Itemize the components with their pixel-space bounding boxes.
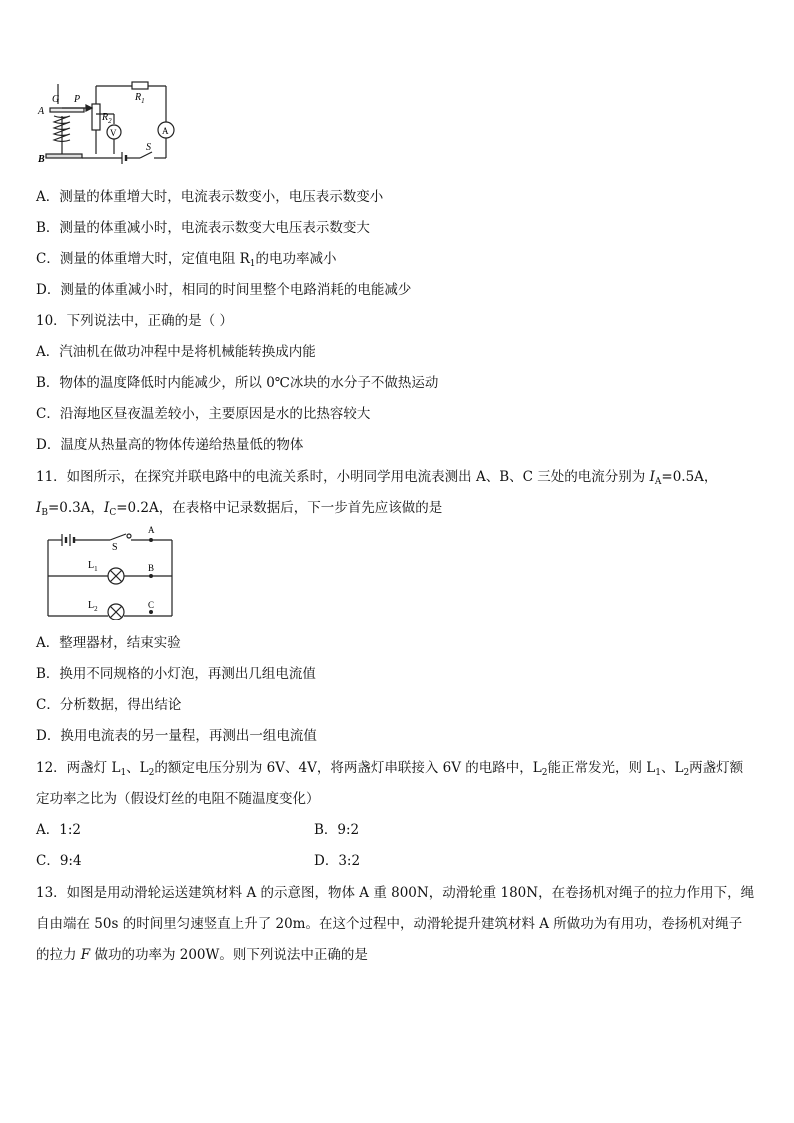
q10-option-c: C．沿海地区昼夜温差较小，主要原因是水的比热容较大 bbox=[36, 406, 371, 422]
q10-option-a: A．汽油机在做功冲程中是将机械能转换成内能 bbox=[36, 344, 316, 360]
q11-option-a: A．整理器材，结束实验 bbox=[36, 635, 181, 651]
q11-option-d: D．换用电流表的另一量程，再测出一组电流值 bbox=[36, 728, 317, 744]
fig2-label-s: S bbox=[112, 542, 118, 553]
q10-stem: 10．下列说法中，正确的是（ ） bbox=[36, 313, 233, 329]
fig1-label-r1: $R_1$ bbox=[135, 92, 145, 105]
q12-option-b: B．9:2 bbox=[314, 822, 360, 838]
q12-option-c: C．9:4 bbox=[36, 853, 82, 869]
fig1-label-g: G bbox=[52, 94, 60, 105]
q13-stem-line2: 自由端在 50s 的时间里匀速竖直上升了 20m。在这个过程中，动滑轮提升建筑材料 A 所做功为有用功，卷扬机对绳子 bbox=[36, 916, 743, 932]
fig2-label-a: A bbox=[148, 525, 155, 535]
q12-option-a: A．1:2 bbox=[36, 822, 81, 838]
fig1-label-a: A bbox=[38, 106, 45, 117]
fig2-label-l1: $L_1$ bbox=[88, 560, 98, 573]
fig2-label-b: B bbox=[148, 563, 155, 573]
q10-option-b: B．物体的温度降低时内能减少，所以 0℃冰块的水分子不做热运动 bbox=[36, 375, 439, 391]
q9-option-a: A．测量的体重增大时，电流表示数变小，电压表示数变小 bbox=[36, 189, 384, 205]
q12-stem-line1: 12．两盏灯 $L_1$、$L_2$的额定电压分别为 6V、4V，将两盏灯串联接入 6V 的电路中，$L_2$能正常发光，则 $L_1$、$L_2$两盏灯额 bbox=[36, 760, 744, 778]
q9-option-c: C．测量的体重增大时，定值电阻 $R_1$的电功率减小 bbox=[36, 251, 337, 269]
fig1-ammeter-label: A bbox=[162, 126, 169, 136]
q12-option-d: D．3:2 bbox=[314, 853, 361, 869]
q9-option-d: D．测量的体重减小时，相同的时间里整个电路消耗的电能减少 bbox=[36, 282, 412, 298]
q9-option-b: B．测量的体重减小时，电流表示数变大电压表示数变大 bbox=[36, 220, 370, 236]
fig1-label-r2: $R_2$ bbox=[102, 112, 112, 125]
fig1-voltmeter-label: V bbox=[110, 128, 117, 138]
fig2-label-c: C bbox=[148, 600, 155, 610]
q11-option-b: B．换用不同规格的小灯泡，再测出几组电流值 bbox=[36, 666, 316, 682]
q11-stem-line1: 11．如图所示，在探究并联电路中的电流关系时，小明同学用电流表测出 A、B、C 三处的电流分别为 $I_A=0.5A$， bbox=[36, 469, 718, 487]
fig1-label-b: B bbox=[38, 154, 45, 165]
fig1-label-p: P bbox=[74, 94, 81, 105]
q13-stem-line1: 13．如图是用动滑轮运送建筑材料 A 的示意图，物体 A 重 800N，动滑轮重 180N，在卷扬机对绳子的拉力作用下，绳 bbox=[36, 885, 755, 901]
q13-stem-line3: 的拉力 F 做功的功率为 200W。则下列说法中正确的是 bbox=[36, 947, 368, 963]
fig1-switch-label: S bbox=[146, 142, 151, 153]
q12-stem-line2: 定功率之比为（假设灯丝的电阻不随温度变化） bbox=[36, 791, 320, 807]
q10-option-d: D．温度从热量高的物体传递给热量低的物体 bbox=[36, 437, 304, 453]
fig2-label-l2: $L_2$ bbox=[88, 600, 98, 613]
parallel-circuit-figure bbox=[44, 524, 178, 620]
q11-option-c: C．分析数据，得出结论 bbox=[36, 697, 182, 713]
q11-stem-line2: $I_B=0.3A$，$I_C=0.2A$，在表格中记录数据后，下一步首先应该做的是 bbox=[36, 500, 443, 518]
scale-circuit-figure bbox=[36, 78, 186, 170]
